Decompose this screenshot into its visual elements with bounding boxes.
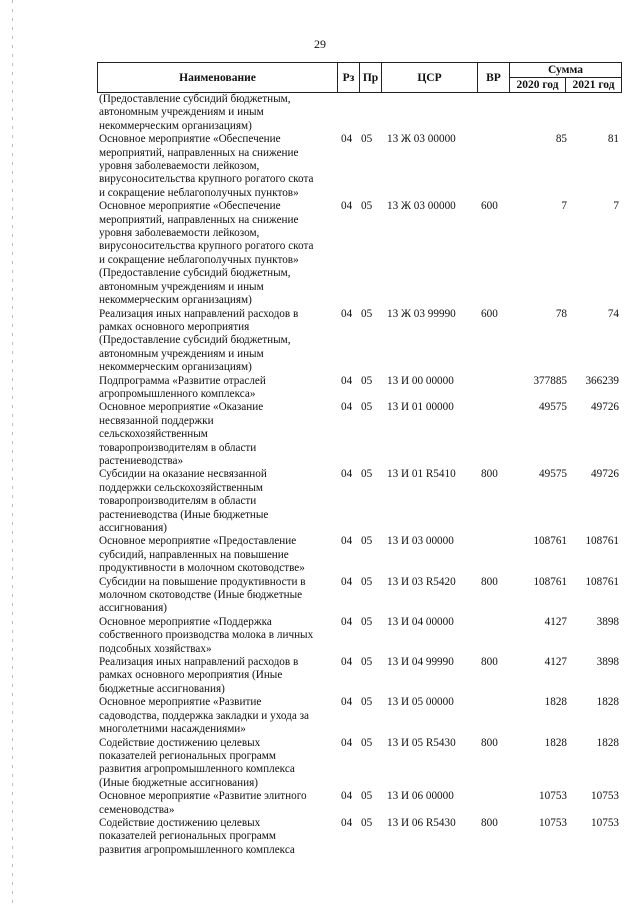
- table-row: [99, 576, 619, 616]
- row-vr: 800: [481, 736, 498, 749]
- row-vr: 800: [481, 656, 498, 669]
- row-pr: 05: [361, 575, 373, 588]
- header-pr: Пр: [360, 63, 382, 92]
- row-csr: 13 И 04 99990: [387, 656, 454, 669]
- table-row: [99, 93, 619, 133]
- table-row: [99, 468, 619, 535]
- row-vr: 800: [481, 816, 498, 829]
- header-sum: Сумма: [510, 63, 621, 78]
- row-rz: 04: [341, 374, 353, 387]
- row-csr: 13 И 06 00000: [387, 790, 454, 803]
- row-sum-2021: 49726: [591, 468, 619, 481]
- row-rz: 04: [341, 790, 353, 803]
- row-pr: 05: [361, 696, 373, 709]
- row-rz: 04: [341, 468, 353, 481]
- row-csr: 13 Ж 03 00000: [387, 200, 456, 213]
- row-sum-2020: 49575: [539, 468, 567, 481]
- row-name: Субсидии на повышение продуктивности в молочном скотоводстве (Иные бюджетные ассигнования): [99, 575, 306, 615]
- row-pr: 05: [361, 535, 373, 548]
- row-sum-2021: 1828: [596, 736, 619, 749]
- row-sum-2021: 81: [607, 133, 619, 146]
- row-rz: 04: [341, 696, 353, 709]
- row-pr: 05: [361, 468, 373, 481]
- row-sum-2021: 366239: [585, 374, 619, 387]
- row-rz: 04: [341, 575, 353, 588]
- row-pr: 05: [361, 133, 373, 146]
- table-row: [99, 308, 619, 375]
- table-body: [99, 93, 619, 857]
- row-pr: 05: [361, 307, 373, 320]
- row-name: Подпрограмма «Развитие отраслей агропромышленного комплекса»: [99, 374, 266, 400]
- row-vr: 600: [481, 307, 498, 320]
- row-sum-2020: 1828: [544, 736, 567, 749]
- table-row: [99, 817, 619, 857]
- header-vr: ВР: [478, 63, 510, 92]
- table-row: [99, 737, 619, 791]
- table-row: [99, 200, 619, 307]
- row-sum-2021: 1828: [596, 696, 619, 709]
- row-name: (Предоставление субсидий бюджетным, автономным учреждениям и иным некоммерческим организациям): [99, 93, 291, 132]
- row-name: Основное мероприятие «Обеспечение мероприятий, направленных на снижение уровня заболеваемости лейкозом, вирусоносительства крупного рогатого скота и сокращение неблагополучных пунктов»: [99, 133, 314, 199]
- header-csr: ЦСР: [382, 63, 478, 92]
- row-sum-2021: 3898: [596, 656, 619, 669]
- row-csr: 13 И 04 00000: [387, 615, 454, 628]
- row-rz: 04: [341, 200, 353, 213]
- row-name: Основное мероприятие «Развитие элитного семеноводства»: [99, 790, 307, 816]
- row-pr: 05: [361, 615, 373, 628]
- header-year-2021: 2021 год: [572, 78, 615, 91]
- row-sum-2020: 377885: [533, 374, 567, 387]
- row-rz: 04: [341, 656, 353, 669]
- row-sum-2020: 10753: [539, 816, 567, 829]
- row-name: Реализация иных направлений расходов в рамках основного мероприятия (Предоставление субсидий бюджетным, автономным учреждениям и иным некоммерческим организациям): [99, 307, 299, 374]
- table-row: [99, 656, 619, 696]
- row-csr: 13 И 03 00000: [387, 535, 454, 548]
- table-row: [99, 535, 619, 575]
- row-csr: 13 И 01 00000: [387, 401, 454, 414]
- row-rz: 04: [341, 615, 353, 628]
- row-sum-2021: 108761: [585, 535, 619, 548]
- header-year-2020: 2020 год: [510, 77, 566, 92]
- row-name: Основное мероприятие «Предоставление субсидий, направленных на повышение продуктивности в молочном скотоводстве»: [99, 535, 305, 575]
- row-sum-2021: 10753: [591, 816, 619, 829]
- row-name: Субсидии на оказание несвязанной поддержки сельскохозяйственным товаропроизводителям в области растениеводства (Иные бюджетные ассигнования): [99, 468, 269, 534]
- row-vr: 800: [481, 468, 498, 481]
- row-rz: 04: [341, 816, 353, 829]
- row-rz: 04: [341, 307, 353, 320]
- table-row: [99, 616, 619, 656]
- row-sum-2020: 4127: [544, 615, 567, 628]
- row-csr: 13 И 05 00000: [387, 696, 454, 709]
- row-sum-2020: 108761: [533, 575, 567, 588]
- row-pr: 05: [361, 656, 373, 669]
- row-name: Содействие достижению целевых показателей региональных программ развития агропромышленного комплекса (Иные бюджетные ассигнования): [99, 736, 295, 789]
- row-rz: 04: [341, 133, 353, 146]
- row-pr: 05: [361, 790, 373, 803]
- row-sum-2020: 7: [561, 200, 567, 213]
- row-name: Основное мероприятие «Оказание несвязанной поддержки сельскохозяйственным товаропроизводителям в области растениеводства»: [99, 401, 264, 467]
- scan-margin-line: [12, 0, 13, 905]
- table-row: [99, 696, 619, 736]
- row-csr: 13 Ж 03 99990: [387, 307, 456, 320]
- row-rz: 04: [341, 535, 353, 548]
- row-csr: 13 И 00 00000: [387, 374, 454, 387]
- row-pr: 05: [361, 816, 373, 829]
- table-row: [99, 375, 619, 402]
- row-name: Основное мероприятие «Поддержка собственного производства молока в личных подсобных хозяйствах»: [99, 615, 314, 655]
- row-sum-2021: 49726: [591, 401, 619, 414]
- row-pr: 05: [361, 200, 373, 213]
- row-csr: 13 И 06 R5430: [387, 816, 456, 829]
- row-name: Основное мероприятие «Развитие садоводства, поддержка закладки и ухода за многолетними насаждениями»: [99, 696, 309, 736]
- row-sum-2021: 3898: [596, 615, 619, 628]
- row-csr: 13 И 05 R5430: [387, 736, 456, 749]
- row-pr: 05: [361, 401, 373, 414]
- row-name: Реализация иных направлений расходов в рамках основного мероприятия (Иные бюджетные ассигнования): [99, 656, 299, 695]
- row-pr: 05: [361, 374, 373, 387]
- row-sum-2021: 10753: [591, 790, 619, 803]
- row-sum-2021: 108761: [585, 575, 619, 588]
- page-number: 29: [314, 37, 326, 51]
- header-name: Наименование: [98, 63, 338, 92]
- header-rz: Рз: [338, 63, 360, 92]
- row-sum-2020: 85: [555, 133, 567, 146]
- row-sum-2020: 108761: [533, 535, 567, 548]
- table-row: [99, 790, 619, 817]
- row-pr: 05: [361, 736, 373, 749]
- row-name: Основное мероприятие «Обеспечение мероприятий, направленных на снижение уровня заболеваемости лейкозом, вирусоносительства крупного рогатого скота и сокращение неблагополучных пунктов» (Предоставление субсидий бюджетным, автономным учреждениям и иным некоммерческим организациям): [99, 200, 314, 307]
- row-rz: 04: [341, 401, 353, 414]
- row-sum-2020: 4127: [544, 656, 567, 669]
- row-sum-2020: 49575: [539, 401, 567, 414]
- row-sum-2020: 10753: [539, 790, 567, 803]
- row-csr: 13 Ж 03 00000: [387, 133, 456, 146]
- row-vr: 800: [481, 575, 498, 588]
- row-sum-2020: 78: [555, 307, 567, 320]
- row-sum-2020: 1828: [544, 696, 567, 709]
- row-sum-2021: 74: [607, 307, 619, 320]
- row-rz: 04: [341, 736, 353, 749]
- table-row: [99, 401, 619, 468]
- table-row: [99, 133, 619, 200]
- row-sum-2021: 7: [613, 200, 619, 213]
- table-header: [97, 62, 622, 93]
- row-csr: 13 И 01 R5410: [387, 468, 456, 481]
- row-vr: 600: [481, 200, 498, 213]
- row-csr: 13 И 03 R5420: [387, 575, 456, 588]
- row-name: Содействие достижению целевых показателей региональных программ развития агропромышленного комплекса: [99, 816, 295, 856]
